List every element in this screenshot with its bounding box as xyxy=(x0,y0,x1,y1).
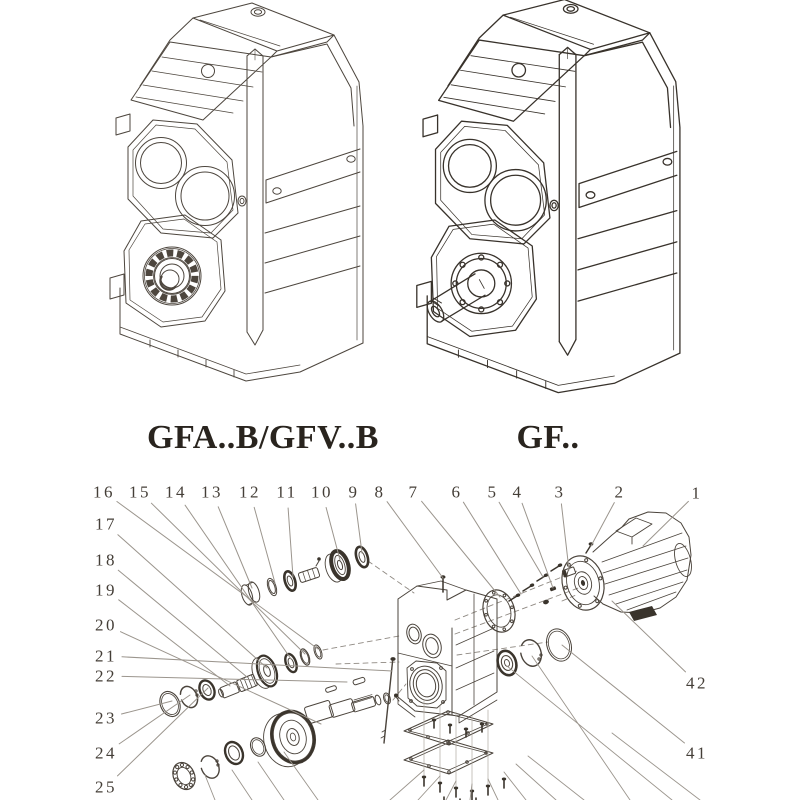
part-number-42: 42 xyxy=(686,673,708,693)
part-number-4: 4 xyxy=(512,482,524,502)
part-number-20: 20 xyxy=(95,615,117,635)
part-number-16: 16 xyxy=(93,482,115,502)
model-label-right: GF.. xyxy=(516,419,580,456)
part-number-11: 11 xyxy=(276,482,298,502)
model-label-left: GFA..B/GFV..B xyxy=(147,419,379,456)
input-shaft-assembly xyxy=(239,545,370,606)
part-number-22: 22 xyxy=(95,666,117,686)
part-number-10: 10 xyxy=(311,482,333,502)
callout-leader-lines xyxy=(117,501,689,776)
part-number-6: 6 xyxy=(451,482,463,502)
part-number-5: 5 xyxy=(487,482,499,502)
seal-ring-set xyxy=(156,678,217,720)
output-gear xyxy=(265,705,321,769)
flange-gasket-ring xyxy=(478,586,520,636)
motor-flange xyxy=(556,551,610,615)
gear-housing xyxy=(398,581,497,723)
part-number-18: 18 xyxy=(95,550,117,570)
part-number-1: 1 xyxy=(691,483,703,503)
output-bearing-set xyxy=(169,735,269,793)
exploded-view-drawing xyxy=(117,501,700,800)
cover-bolts xyxy=(422,719,506,800)
part-number-15: 15 xyxy=(129,482,151,502)
part-number-12: 12 xyxy=(239,482,261,502)
gearbox-drawing-right xyxy=(417,0,680,393)
motor-side-rings xyxy=(495,626,576,678)
output-shaft-assembly xyxy=(258,677,399,772)
part-number-8: 8 xyxy=(374,482,386,502)
part-number-23: 23 xyxy=(95,708,117,728)
part-number-14: 14 xyxy=(165,482,187,502)
part-number-3: 3 xyxy=(554,482,566,502)
gearbox-drawing-left xyxy=(110,3,363,381)
part-number-2: 2 xyxy=(614,482,626,502)
part-number-24: 24 xyxy=(95,743,117,763)
part-number-7: 7 xyxy=(408,482,420,502)
part-number-13: 13 xyxy=(201,482,223,502)
motor xyxy=(556,512,695,621)
part-number-9: 9 xyxy=(348,482,360,502)
part-number-21: 21 xyxy=(95,646,117,666)
part-number-25: 25 xyxy=(95,777,117,797)
intermediate-shaft-assembly xyxy=(218,644,324,698)
hollow-shaft-boss xyxy=(143,247,201,305)
part-number-17: 17 xyxy=(95,514,117,534)
part-number-41: 41 xyxy=(686,743,708,763)
part-number-19: 19 xyxy=(95,580,117,600)
